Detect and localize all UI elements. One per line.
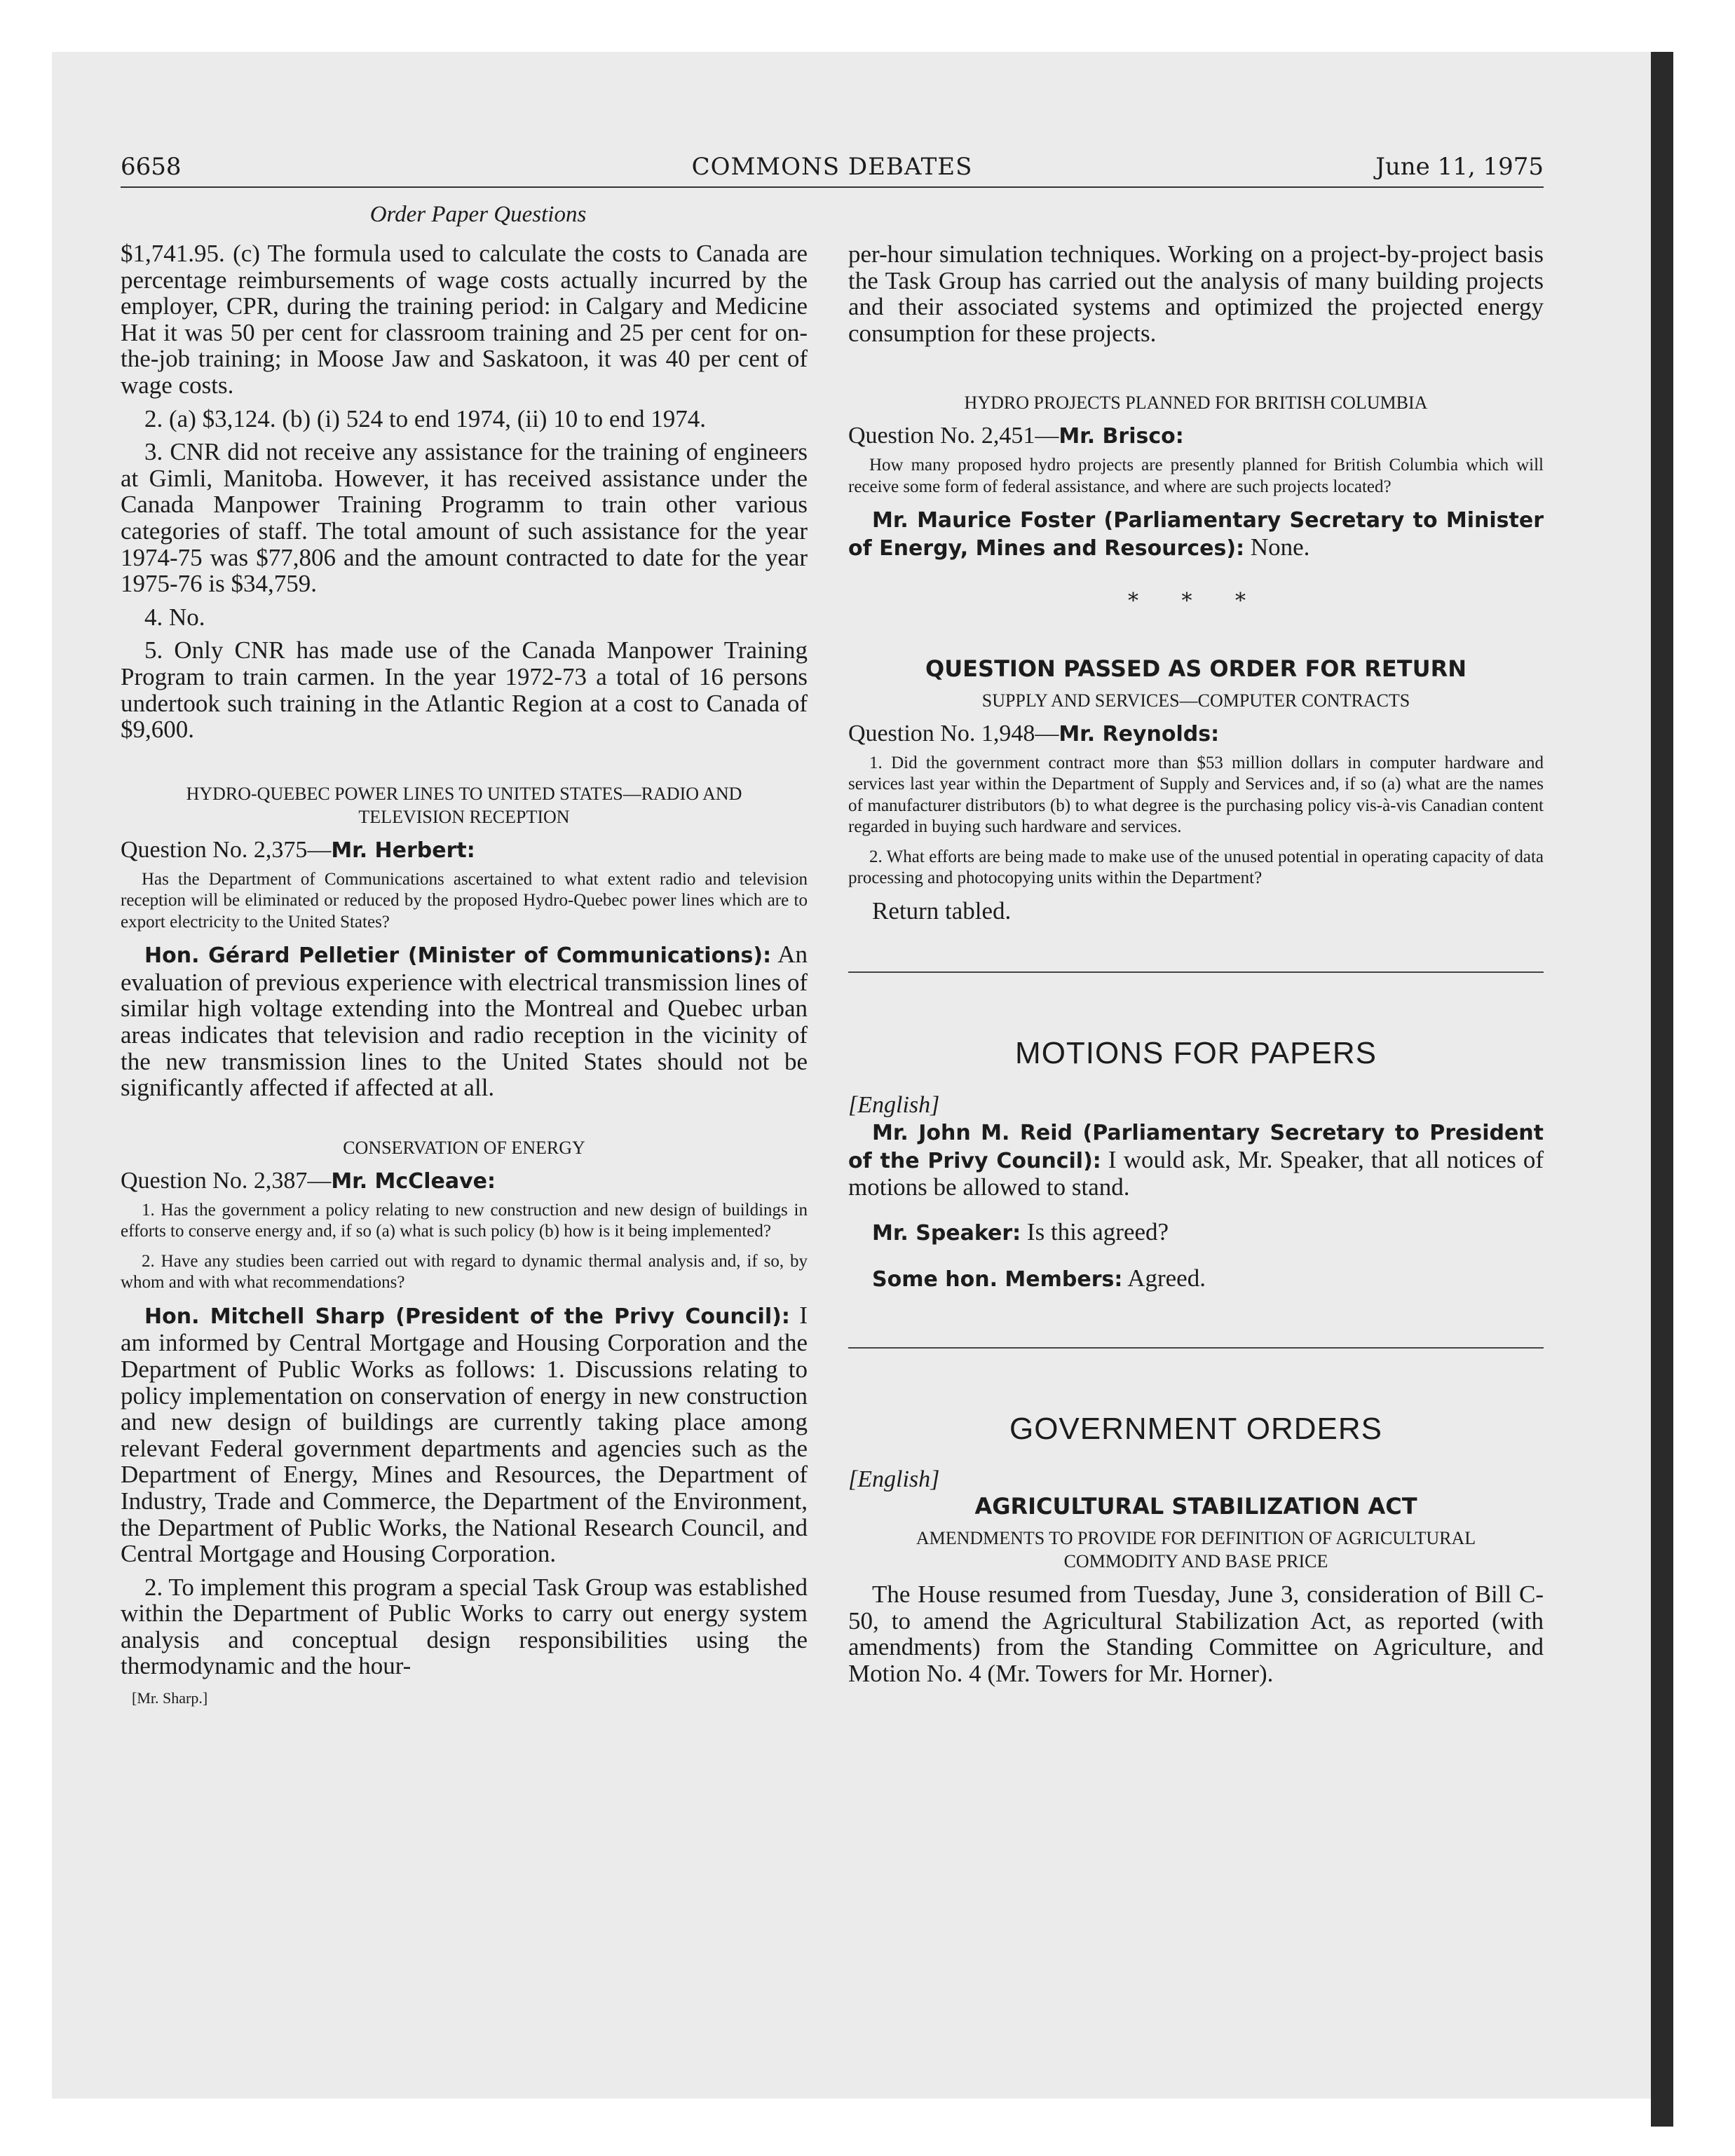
section-heading: CONSERVATION OF ENERGY — [343, 1137, 585, 1158]
running-head: Order Paper Questions — [369, 202, 587, 227]
question-line: Question No. 2,375—Mr. Herbert: — [121, 836, 475, 863]
section-title: MOTIONS FOR PAPERS — [1015, 1036, 1377, 1071]
speaker-name: Mr. John M. Reid (Parliamentary Secretary to President of the Privy Council): — [848, 1121, 1544, 1173]
answer-paragraph: 4. No. — [144, 603, 205, 631]
answer-paragraph: $1,741.95. (c) The formula used to calculate the costs to Canada are percentage reimbursements of wage costs actually incurred by the employer, CPR, during the training period: in Calgary and Medicine Hat it was 50 per cent for classroom training and 25 per cent for on-the-job training; in Moose Jaw and Saskatoon, it was 40 per cent of wage costs. — [121, 240, 808, 399]
section-heading: HYDRO PROJECTS PLANNED FOR BRITISH COLUMBIA — [964, 393, 1428, 414]
page-header — [121, 153, 1544, 188]
question-text: 1. Has the government a policy relating to new construction and new design of buildings in efforts to conserve energy and, if so (a) what is such policy (b) how is it being implemented? — [121, 1200, 808, 1241]
section-separator-stars: * * * — [1127, 588, 1265, 613]
section-subheading: AMENDMENTS TO PROVIDE FOR DEFINITION OF AGRICULTURAL COMMODITY AND BASE PRICE — [916, 1528, 1476, 1572]
section-title: GOVERNMENT ORDERS — [1009, 1412, 1383, 1447]
answer-paragraph: Return tabled. — [872, 896, 1012, 925]
answer-paragraph: 2. (a) $3,124. (b) (i) 524 to end 1974, (ii) 10 to end 1974. — [144, 404, 706, 432]
answer-paragraph: 3. CNR did not receive any assistance for the training of engineers at Gimli, Manitoba. However, it has received assistance under the Canada Manpower Training Programm to train other various categories of staff. The total amount of such assistance for the year 1974-75 was $77,806 and the amount contracted to date for the year 1975-76 is $34,759. — [121, 438, 808, 598]
answer-paragraph: 5. Only CNR has made use of the Canada Manpower Training Program to train carmen. In the year 1972-73 a total of 16 persons undertook such training in the Atlantic Region at a cost to Canada of $9,600. — [121, 636, 808, 744]
question-text: 2. What efforts are being made to make use of the unused potential in operating capacity of data processing and photocopying units within the Department? — [848, 847, 1544, 888]
section-heading: HYDRO-QUEBEC POWER LINES TO UNITED STATES—RADIO AND TELEVISION RECEPTION — [186, 783, 742, 827]
member-name: Mr. McCleave: — [331, 1168, 496, 1194]
publication-date: June 11, 1975 — [1375, 153, 1544, 181]
speaker-name: Mr. Speaker: — [872, 1220, 1021, 1246]
question-line: Question No. 1,948—Mr. Reynolds: — [848, 720, 1220, 746]
publication-title: COMMONS DEBATES — [691, 153, 973, 181]
member-name: Mr. Herbert: — [331, 838, 475, 863]
language-marker: [English] — [848, 1092, 940, 1119]
speaker-answer: Some hon. Members: Agreed. — [872, 1264, 1206, 1292]
question-text: How many proposed hydro projects are presently planned for British Columbia which will receive some form of federal assistance, and where are such projects located? — [848, 456, 1544, 496]
question-line: Question No. 2,451—Mr. Brisco: — [848, 423, 1184, 449]
speaker-answer: Mr. Maurice Foster (Parliamentary Secretary to Minister of Energy, Mines and Resources): None. — [848, 508, 1544, 561]
question-text: 2. Have any studies been carried out with regard to dynamic thermal analysis and, if so, by whom and with what recommendations? — [121, 1251, 808, 1292]
question-text: Has the Department of Communications ascertained to what extent radio and television reception will be eliminated or reduced by the proposed Hydro-Quebec power lines which are to export electricity to the United States? — [121, 869, 808, 932]
page-number: 6658 — [121, 153, 182, 181]
speaker-name: Hon. Gérard Pelletier (Minister of Communications): — [144, 943, 772, 969]
speaker-name: Hon. Mitchell Sharp (President of the Privy Council): — [144, 1304, 790, 1329]
right-column — [848, 241, 1544, 1694]
member-name: Mr. Reynolds: — [1059, 721, 1220, 746]
speaker-answer: Mr. Speaker: Is this agreed? — [872, 1217, 1169, 1246]
answer-paragraph: per-hour simulation techniques. Working on a project-by-project basis the Task Group has carried out the analysis of many building projects and their associated systems and optimized the projected energy consumption for these projects. — [848, 240, 1544, 347]
answer-paragraph: The House resumed from Tuesday, June 3, consideration of Bill C-50, to amend the Agricultural Stabilization Act, as reported (with amendments) from the Standing Committee on Agriculture, and Motion No. 4 (Mr. Towers for Mr. Horner). — [848, 1581, 1544, 1687]
question-line: Question No. 2,387—Mr. McCleave: — [121, 1167, 496, 1194]
section-title: QUESTION PASSED AS ORDER FOR RETURN — [925, 655, 1467, 682]
answer-paragraph: 2. To implement this program a special Task Group was established within the Department of Public Works to carry out energy system analysis and conceptual design responsibilities using the thermodynamic and the hour- — [121, 1573, 808, 1680]
speaker-name: Mr. Maurice Foster (Parliamentary Secretary to Minister of Energy, Mines and Resources): — [848, 508, 1544, 561]
question-text: 1. Did the government contract more than $53 million dollars in computer hardware and services last year within the Department of Supply and Services and, if so (a) what are the names of manufacturer distributors (b) to what degree is the purchasing policy vis-à-vis Canadian content regarded in buying such hardware and services. — [848, 753, 1544, 837]
scan-edge-bar — [1651, 52, 1673, 2127]
act-title: AGRICULTURAL STABILIZATION ACT — [974, 1493, 1417, 1520]
section-subheading: SUPPLY AND SERVICES—COMPUTER CONTRACTS — [981, 690, 1410, 711]
speaker-answer: Hon. Mitchell Sharp (President of the Privy Council): I am informed by Central Mortgage and Housing Corporation and the Department of Public Works as follows: 1. Discussions relating to policy implementation on conservation of energy in new construction and new design of buildings are currently taking place among relevant Federal government departments and agencies such as the Department of Energy, Mines and Resources, the Department of Industry, Trade and Commerce, the Department of the Environment, the Department of Public Works, the National Research Council, and Central Mortgage and Housing Corporation. — [121, 1301, 808, 1568]
speaker-name: Some hon. Members: — [872, 1267, 1123, 1292]
footnote: [Mr. Sharp.] — [132, 1689, 208, 1707]
language-marker: [English] — [848, 1466, 940, 1493]
speaker-answer: Hon. Gérard Pelletier (Minister of Communications): An evaluation of previous experience with electrical transmission lines of similar high voltage extending into the Montreal and Quebec urban areas indicates that television and radio reception in the vicinity of the new transmission lines to the United States should not be significantly affected if affected at all. — [121, 941, 808, 1102]
left-column — [121, 202, 808, 1707]
speaker-answer: Mr. John M. Reid (Parliamentary Secretary to President of the Privy Council): I would ask, Mr. Speaker, that all notices of motions be allowed to stand. — [848, 1121, 1544, 1201]
member-name: Mr. Brisco: — [1059, 424, 1184, 449]
